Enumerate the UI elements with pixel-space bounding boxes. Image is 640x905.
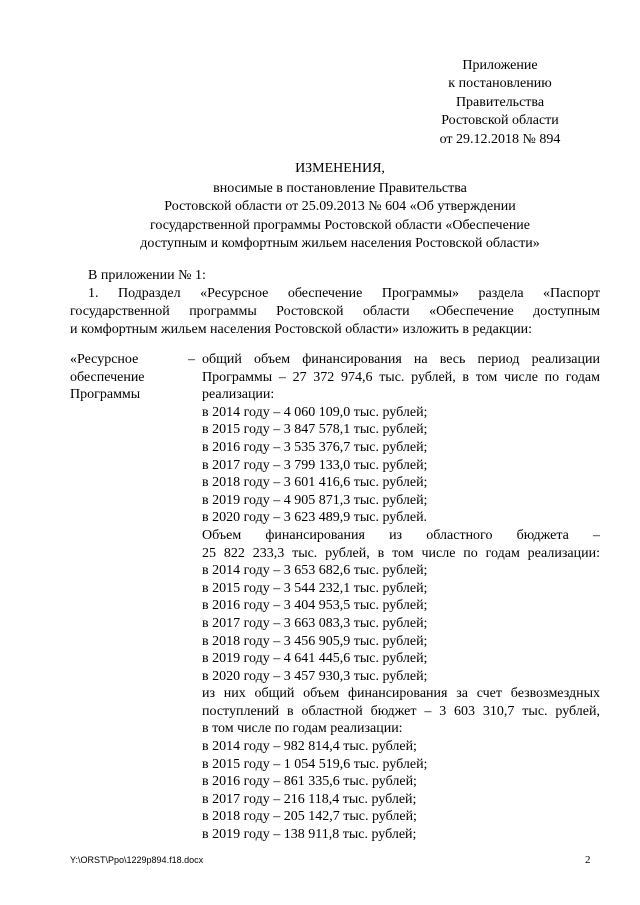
appendix-line: Правительства [455, 94, 545, 110]
right-line: в 2018 году – 205 142,7 тыс. рублей; [202, 809, 417, 825]
right-line: в 2016 году – 3 535 376,7 тыс. рублей; [202, 439, 428, 455]
title-line: государственной программы Ростовской области «Обеспечение [149, 217, 531, 233]
right-line: в 2015 году – 1 054 519,6 тыс. рублей; [202, 756, 428, 772]
paragraph-line: 1. Подраздел «Ресурсное обеспечение Программы» раздела «Паспорт [88, 286, 600, 301]
left-line: Программы [70, 387, 141, 403]
title-line: Ростовской области от 25.09.2013 № 604 «Об утверждении [164, 199, 516, 215]
appendix-line: Приложение [462, 58, 538, 73]
table-right-column [202, 351, 600, 844]
left-line: «Ресурсное [70, 352, 139, 367]
right-line: в 2015 году – 3 544 232,1 тыс. рублей; [202, 580, 428, 596]
left-line: обеспечение [70, 369, 145, 385]
right-line: поступлений в областной бюджет – 3 603 310,7 тыс. рублей, [202, 703, 600, 719]
right-line: реализации: [202, 387, 275, 403]
appendix-line: Ростовской области [441, 113, 559, 129]
right-line: в 2017 году – 216 118,4 тыс. рублей; [202, 791, 417, 807]
right-line: в 2018 году – 3 601 416,6 тыс. рублей; [202, 475, 428, 491]
right-line: в 2019 году – 4 641 445,6 тыс. рублей; [202, 651, 428, 667]
title-heading: ИЗМЕНЕНИЯ, [295, 161, 385, 176]
right-line: в 2017 году – 3 799 133,0 тыс. рублей; [202, 457, 428, 473]
right-line: из них общий объем финансирования за счет безвозмездных [202, 686, 600, 702]
right-line: в 2016 году – 3 404 953,5 тыс. рублей; [202, 598, 428, 614]
right-line: в 2019 году – 138 911,8 тыс. рублей; [202, 827, 417, 843]
right-line: Программы – 27 372 974,6 тыс. рублей, в том числе по годам [202, 369, 600, 385]
paragraph-1 [70, 285, 600, 340]
footer-file-path: Y:\ORST\Ppo\1229p894.f18.docx [70, 855, 204, 865]
table-dash: – [188, 352, 195, 367]
table-left-column [70, 351, 180, 404]
page-number: 2 [585, 854, 591, 866]
title-line: вносимые в постановление Правительства [213, 181, 467, 197]
document-title [60, 160, 620, 253]
paragraph-line: государственной программы Ростовской области «Обеспечение доступным [70, 304, 600, 320]
appendix-line: от 29.12.2018 № 894 [439, 131, 561, 147]
right-line: в 2020 году – 3 623 489,9 тыс. рублей. [202, 510, 428, 526]
intro-text: В приложении № 1: [88, 268, 206, 283]
right-line: в 2016 году – 861 335,6 тыс. рублей; [202, 774, 417, 790]
right-line: в том числе по годам реализации: [202, 721, 403, 737]
right-line: в 2017 году – 3 663 083,3 тыс. рублей; [202, 615, 428, 631]
right-line: 25 822 233,3 тыс. рублей, в том числе по годам реализации: [202, 545, 600, 561]
appendix-block [400, 57, 600, 149]
right-line: в 2014 году – 3 653 682,6 тыс. рублей; [202, 563, 428, 579]
paragraph-line: и комфортным жильем населения Ростовской области» изложить в редакции: [70, 322, 533, 338]
right-line: в 2018 году – 3 456 905,9 тыс. рублей; [202, 633, 428, 649]
appendix-line: к постановлению [448, 76, 552, 92]
right-line: в 2020 году – 3 457 930,3 тыс. рублей; [202, 668, 428, 684]
right-line: Объем финансирования из областного бюджета – [202, 527, 600, 543]
title-line: доступным и комфортным жильем населения Ростовской области» [140, 235, 540, 251]
right-line: в 2015 году – 3 847 578,1 тыс. рублей; [202, 422, 428, 438]
right-line: в 2014 году – 4 060 109,0 тыс. рублей; [202, 404, 428, 420]
right-line: в 2019 году – 4 905 871,3 тыс. рублей; [202, 492, 428, 508]
right-line: в 2014 году – 982 814,4 тыс. рублей; [202, 739, 417, 755]
right-line: общий объем финансирования на весь период реализации [202, 352, 600, 367]
